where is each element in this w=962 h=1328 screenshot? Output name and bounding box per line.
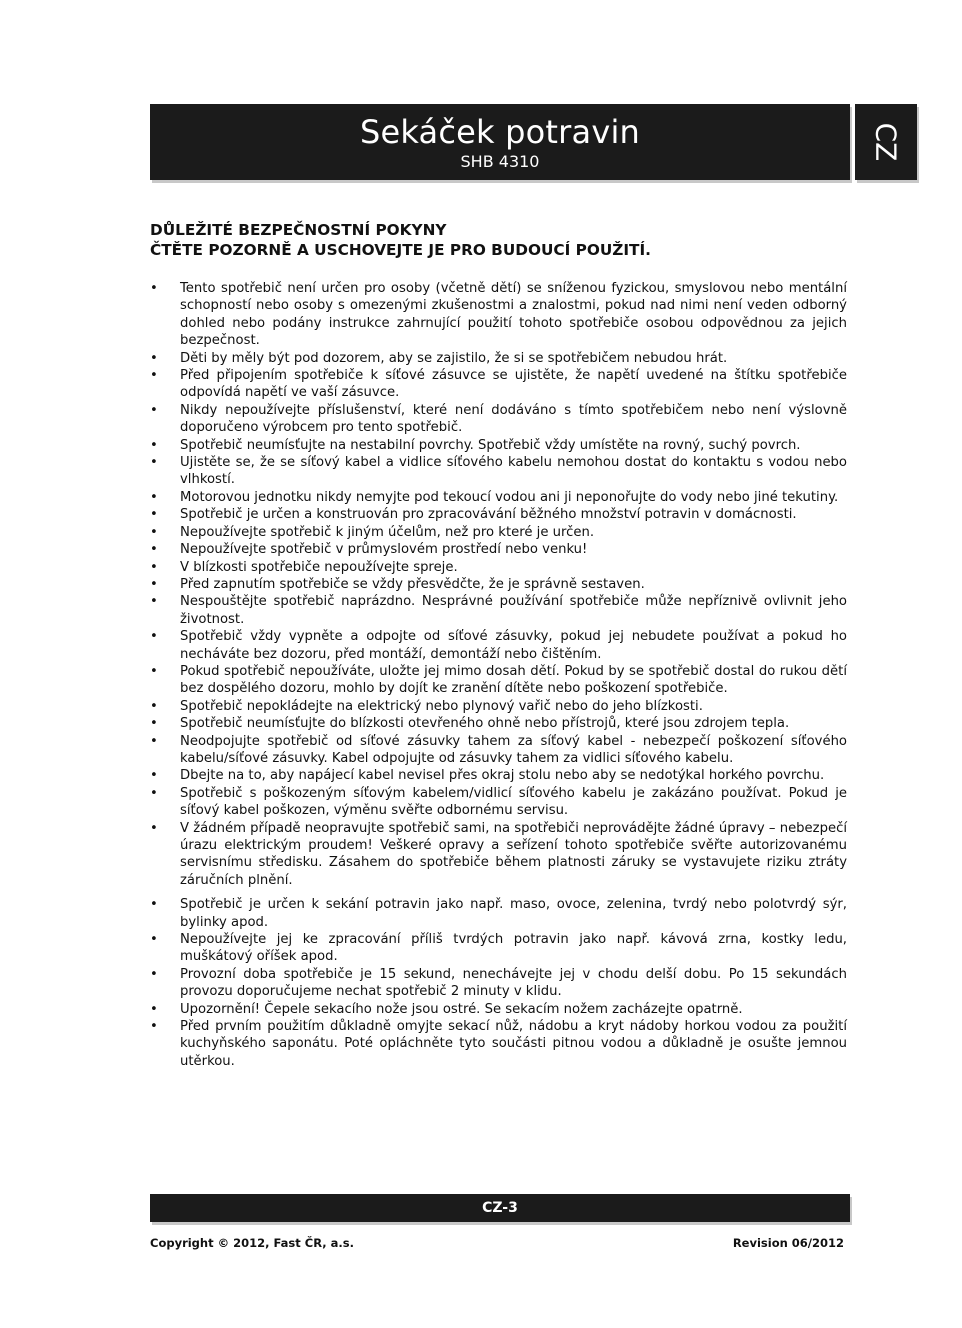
footer-bar [150, 1194, 850, 1222]
safety-instructions-list [150, 280, 847, 1070]
list-item: • Pokud spotřebič nepoužíváte, uložte jej mimo dosah dětí. Pokud by se spotřebič dostal do rukou dětí bez dospělého dozoru, mohlo by dojít ke zranění dítěte nebo poškození spotřebiče. [150, 663, 847, 698]
list-item: • Spotřebič neumísťujte do blízkosti otevřeného ohně nebo přístrojů, které jsou zdrojem tepla. [150, 715, 847, 732]
list-item: • Nepoužívejte spotřebič v průmyslovém prostředí nebo venku! [150, 541, 847, 558]
list-item: • Spotřebič je určen k sekání potravin jako např. maso, ovoce, zelenina, tvrdý nebo polotvrdý sýr, bylinky apod. [150, 896, 847, 931]
document-title: Sekáček potravin [359, 113, 641, 151]
list-item: • Před zapnutím spotřebiče se vždy přesvědčte, že je správně sestaven. [150, 576, 847, 593]
safety-heading-line1: DŮLEŽITÉ BEZPEČNOSTNÍ POKYNY [150, 221, 447, 239]
list-item: • Spotřebič neumísťujte na nestabilní povrchy. Spotřebič vždy umístěte na rovný, suchý povrch. [150, 437, 847, 454]
page-number: CZ-3 [482, 1200, 518, 1216]
model-number: SHB 4310 [460, 152, 540, 171]
header-bar [150, 104, 850, 180]
list-item: • Spotřebič nepokládejte na elektrický nebo plynový vařič nebo do jeho blízkosti. [150, 698, 847, 715]
list-item: • Nepoužívejte spotřebič k jiným účelům, než pro které je určen. [150, 524, 847, 541]
list-item: • Nespouštějte spotřebič naprázdno. Nesprávné používání spotřebiče může nepříznivě ovlivnit jeho životnost. [150, 593, 847, 628]
list-item: • V blízkosti spotřebiče nepoužívejte spreje. [150, 559, 847, 576]
list-item: • Před připojením spotřebiče k síťové zásuvce se ujistěte, že napětí uvedené na štítku spotřebiče odpovídá napětí ve vaší zásuvce. [150, 367, 847, 402]
list-item: • Nikdy nepoužívejte příslušenství, které není dodáváno s tímto spotřebičem nebo není výslovně doporučeno výrobcem pro tento spotřebič. [150, 402, 847, 437]
list-item: • Upozornění! Čepele sekacího nože jsou ostré. Se sekacím nožem zacházejte opatrně. [150, 1001, 847, 1018]
list-item: • Tento spotřebič není určen pro osoby (včetně dětí) se sníženou fyzickou, smyslovou nebo mentální schopností nebo osoby s omezenými zkušenostmi a znalostmi, pokud nad nimi není veden odborný dohled nebo podány instrukce zahrnující použití tohoto spotřebiče osobou odpovědnou za jejich bezpečnost. [150, 280, 847, 350]
list-item: • Před prvním použitím důkladně omyjte sekací nůž, nádobu a kryt nádoby horkou vodou za použití kuchyňského saponátu. Poté opláchněte tyto součásti pitnou vodou a důkladně je osušte jemnou utěrkou. [150, 1018, 847, 1070]
list-item: • V žádném případě neopravujte spotřebič sami, na spotřebiči neprovádějte žádné úpravy – nebezpečí úrazu elektrickým proudem! Veškeré opravy a seřízení tohoto spotřebiče svěřte autorizovanému servisnímu středisku. Zásahem do spotřebiče během platnosti záruky se vystavujete riziku ztráty záručních plnění. [150, 820, 847, 890]
list-item: • Nepoužívejte jej ke zpracování příliš tvrdých potravin jako např. kávová zrna, kostky ledu, muškátový oříšek apod. [150, 931, 847, 966]
safety-heading-line2: ČTĚTE POZORNĚ A USCHOVEJTE JE PRO BUDOUCÍ POUŽITÍ. [150, 241, 651, 259]
list-item: • Spotřebič vždy vypněte a odpojte od síťové zásuvky, pokud jej nebudete používat a pokud ho necháváte bez dozoru, před montáží, demontáží nebo čištěním. [150, 628, 847, 663]
copyright-notice: Copyright © 2012, Fast ČR, a.s. [150, 1236, 354, 1250]
list-item: • Ujistěte se, že se síťový kabel a vidlice síťového kabelu nemohou dostat do kontaktu s vodou nebo vlhkostí. [150, 454, 847, 489]
list-item: • Motorovou jednotku nikdy nemyjte pod tekoucí vodou ani ji neponořujte do vody nebo jiné tekutiny. [150, 489, 847, 506]
list-item: • Děti by měly být pod dozorem, aby se zajistilo, že si se spotřebičem nebudou hrát. [150, 350, 847, 367]
list-item: • Dbejte na to, aby napájecí kabel nevisel přes okraj stolu nebo aby se nedotýkal horkého povrchu. [150, 767, 847, 784]
list-item: • Neodpojujte spotřebič od síťové zásuvky tahem za síťový kabel - nebezpečí poškození síťového kabelu/síťové zásuvky. Kabel odpojujte od zásuvky tahem za vidlici síťového kabelu. [150, 733, 847, 768]
language-tab [855, 104, 917, 180]
list-item: • Spotřebič je určen a konstruován pro zpracovávání běžného množství potravin v domácnosti. [150, 506, 847, 523]
language-tab-label: CZ [869, 122, 903, 162]
list-item: • Provozní doba spotřebiče je 15 sekund, nenechávejte jej v chodu delší dobu. Po 15 sekundách provozu doporučujeme nechat spotřebič 2 minuty v klidu. [150, 966, 847, 1001]
safety-heading [150, 220, 850, 260]
revision-label: Revision 06/2012 [732, 1236, 844, 1250]
list-item: • Spotřebič s poškozeným síťovým kabelem/vidlicí síťového kabelu je zakázáno používat. Pokud je síťový kabel poškozen, výměnu svěřte odbornému servisu. [150, 785, 847, 820]
